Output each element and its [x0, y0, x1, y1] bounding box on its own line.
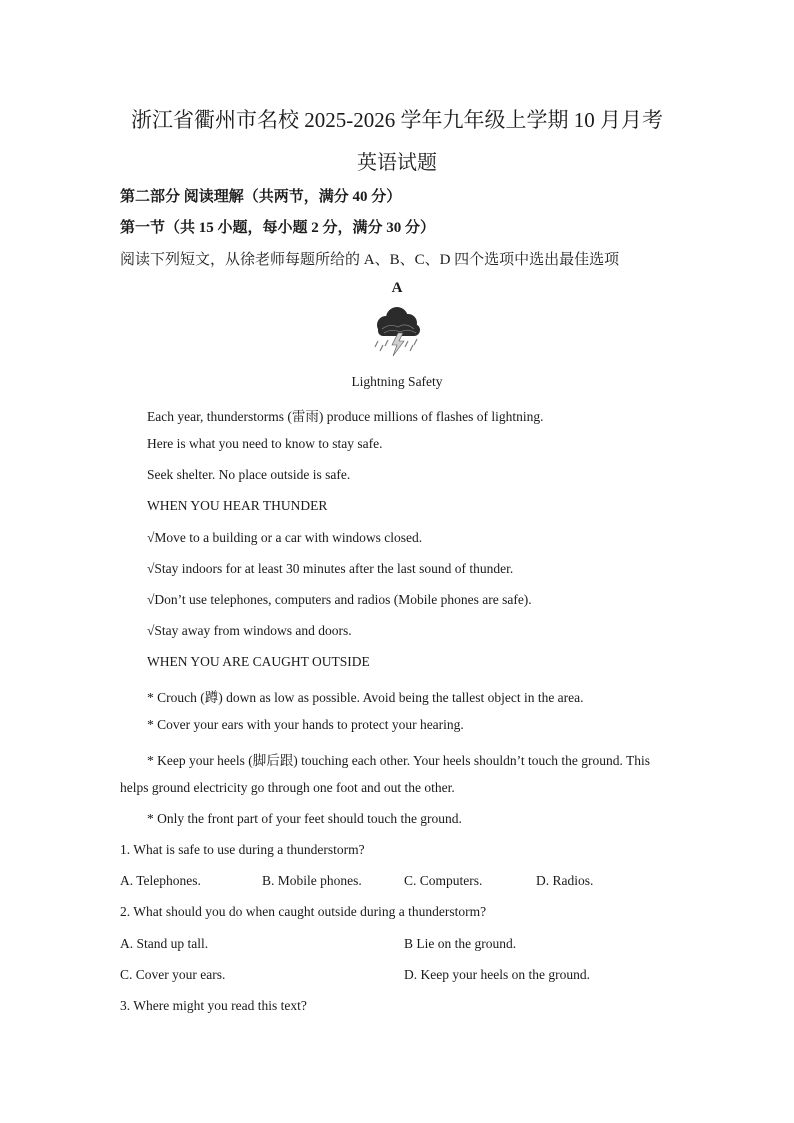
- instruction-text: 阅读下列短文，从徐老师每题所给的 A、B、C、D 四个选项中选出最佳选项: [120, 252, 620, 268]
- question-stem: 1. What is safe to use during a thunderstorm?: [120, 842, 365, 857]
- option-b[interactable]: B Lie on the ground.: [404, 936, 517, 951]
- passage-line: √Don’t use telephones, computers and radios (Mobile phones are safe).: [147, 592, 532, 607]
- passage-label: A: [391, 280, 403, 296]
- option-d[interactable]: D. Keep your heels on the ground.: [404, 967, 590, 982]
- option-c[interactable]: C. Cover your ears.: [120, 967, 226, 982]
- passage-subheading: WHEN YOU ARE CAUGHT OUTSIDE: [147, 654, 370, 669]
- option-a[interactable]: A. Telephones.: [120, 873, 201, 888]
- passage-line: √Stay indoors for at least 30 minutes after the last sound of thunder.: [147, 561, 514, 576]
- exam-title: 浙江省衢州市名校 2025-2026 学年九年级上学期 10 月月考: [131, 108, 663, 132]
- question-stem: 2. What should you do when caught outside during a thunderstorm?: [120, 904, 487, 919]
- passage-line: * Keep your heels (脚后跟) touching each other. Your heels shouldn’t touch the ground. This: [147, 753, 651, 768]
- passage-line: Each year, thunderstorms (雷雨) produce millions of flashes of lightning.: [147, 409, 544, 424]
- passage-line: √Move to a building or a car with windows closed.: [147, 530, 423, 545]
- option-c[interactable]: C. Computers.: [404, 873, 483, 888]
- passage-line: Seek shelter. No place outside is safe.: [147, 467, 351, 482]
- option-b[interactable]: B. Mobile phones.: [262, 873, 362, 888]
- part-heading: 第二部分 阅读理解（共两节，满分 40 分）: [120, 189, 402, 205]
- passage-subheading: WHEN YOU HEAR THUNDER: [147, 498, 328, 513]
- exam-subtitle: 英语试题: [357, 152, 437, 174]
- section-heading: 第一节（共 15 小题，每小题 2 分，满分 30 分）: [120, 220, 436, 236]
- passage-title: Lightning Safety: [351, 374, 443, 389]
- passage-line: helps ground electricity go through one foot and out the other.: [120, 780, 455, 795]
- option-d[interactable]: D. Radios.: [536, 873, 594, 888]
- passage-line: * Cover your ears with your hands to protect your hearing.: [147, 717, 464, 732]
- thunderstorm-icon: [370, 303, 424, 357]
- passage-line: Here is what you need to know to stay safe.: [147, 436, 383, 451]
- option-a[interactable]: A. Stand up tall.: [120, 936, 209, 951]
- passage-line: √Stay away from windows and doors.: [147, 623, 352, 638]
- passage-line: * Crouch (蹲) down as low as possible. Avoid being the tallest object in the area.: [147, 690, 584, 705]
- passage-line: * Only the front part of your feet should touch the ground.: [147, 811, 462, 826]
- question-stem: 3. Where might you read this text?: [120, 998, 307, 1013]
